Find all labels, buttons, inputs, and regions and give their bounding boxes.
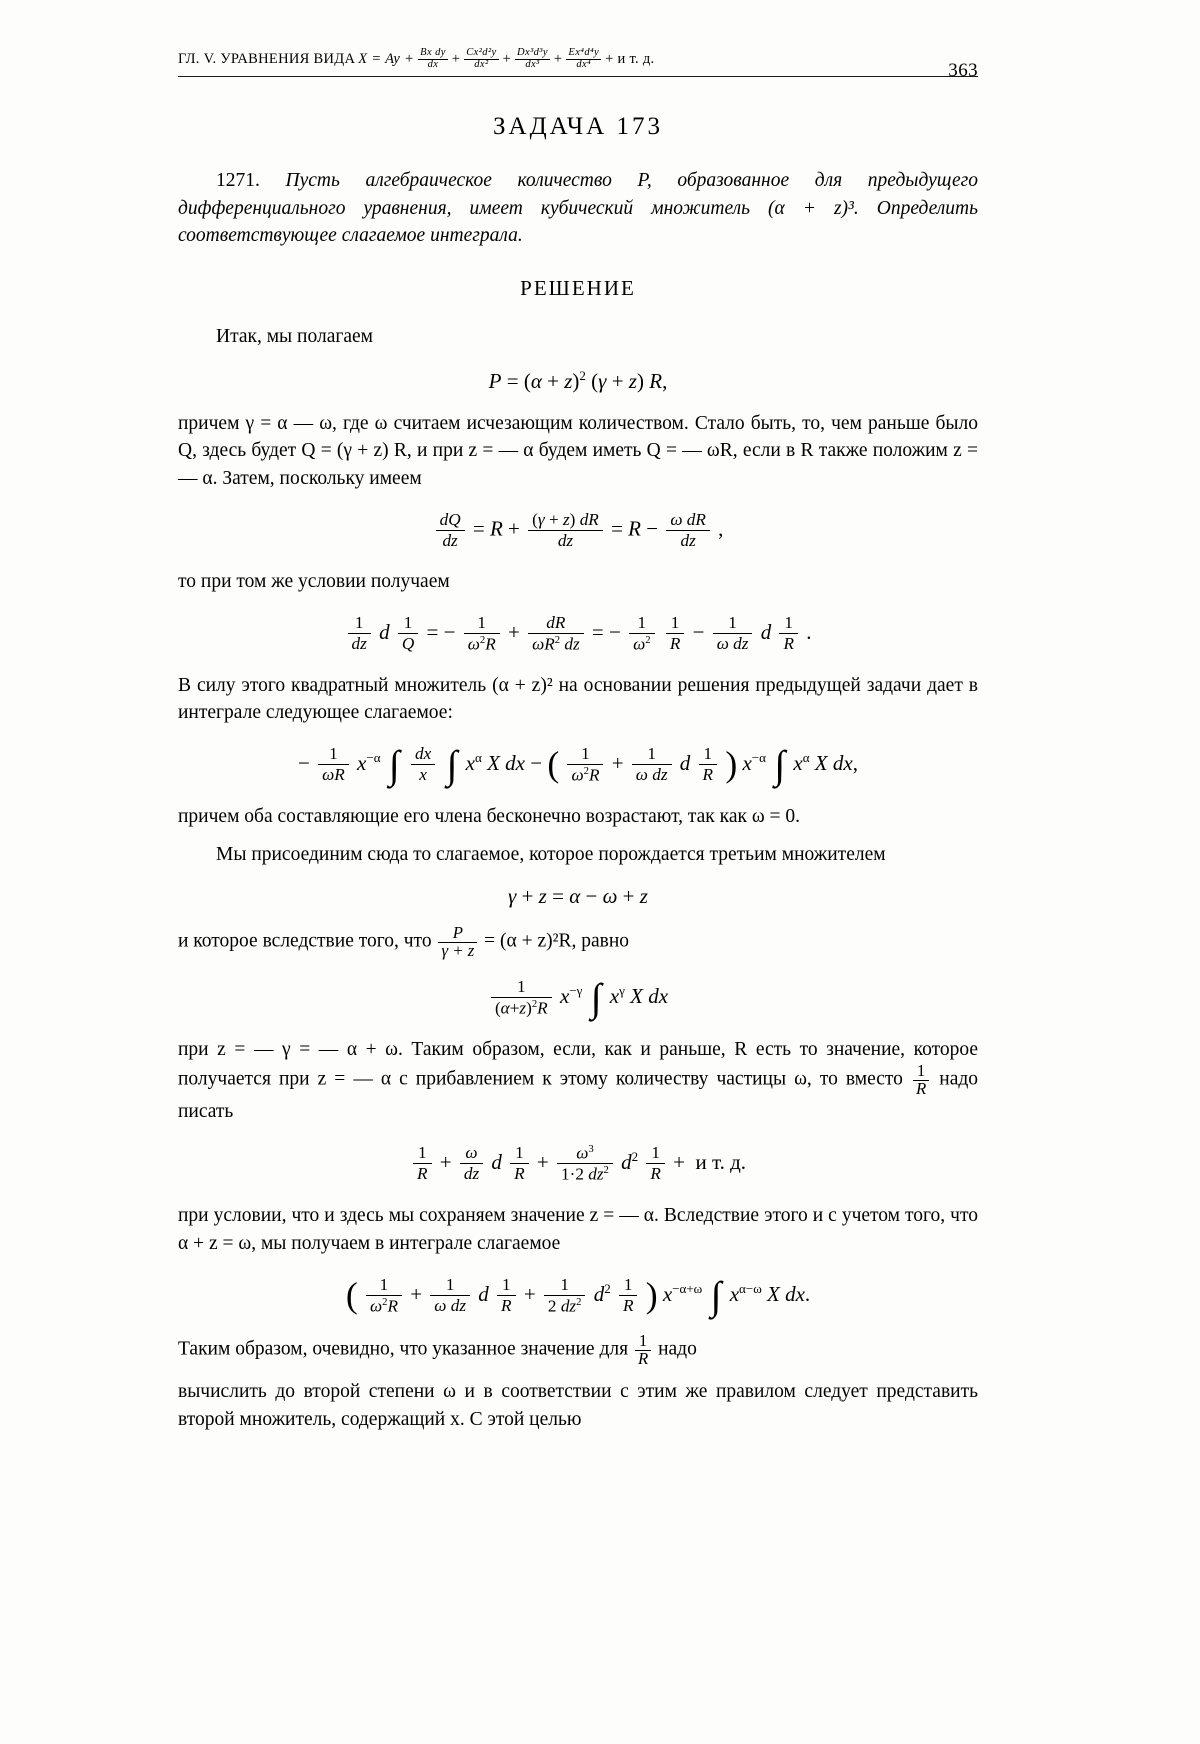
running-head-term-2-num: Cx²d²y [466, 47, 497, 58]
formula-3: $\frac{1}{dz}$ d $\frac{1}{Q}$ = − $\frac{1}{\omega^2R}$ + $\frac{dR}{\omega R^2 dz}$ = − $\frac{1}{\omega^2}$ $\frac{1}{R}$ − $\frac{1}{\text{ω dz}}$ d $\frac{1}{R}$ . [178, 614, 978, 654]
paragraph-8-fraction-num: 1 [913, 1063, 929, 1081]
problem-statement [178, 167, 978, 250]
paragraph-7-fraction-num: P [438, 925, 477, 943]
running-head-term-1-num: Bx dy [420, 47, 446, 58]
running-head-term-4 [566, 48, 601, 70]
formula-2: $\frac{dQ}{dz}$ = R + $\frac{(\gamma + z) dR}{dz}$ = R − $\frac{\text{ω dR}}{dz}$ , [178, 511, 978, 550]
formula-1: $P = (\alpha + z)^2$ (γ + z) R, [488, 367, 668, 393]
paragraph-8 [178, 1036, 978, 1126]
paragraph-2: причем γ = α — ω, где ω считаем исчезающим количеством. Стало быть, то, чем раньше было Q, здесь будет Q = (γ + z) R, и при z = — α будем иметь Q = — ωR, если в R также положим z = — α. Затем, поскольку имеем [178, 412, 978, 490]
paragraph-10-fraction-num: 1 [635, 1333, 651, 1351]
paragraph-8-post: надо писать [178, 1069, 979, 1122]
formula-4: − $\frac{1}{\omega R}$ $x^{-\alpha}$ ∫ $\frac{dx}{x}$ ∫ $x^\alpha$ X dx − ( $\frac{1}{\omega^2R}$ + $\frac{1}{\text{ω dz}}$ d $\frac{1}{R}$ ) $x^{-\alpha}$ ∫ $x^\alpha$ X dx, [298, 741, 858, 787]
paragraph-7 [178, 925, 978, 960]
paragraph-6: Мы присоединим сюда то слагаемое, которое порождается третьим множителем [216, 843, 886, 865]
header-divider [178, 76, 978, 77]
running-head-term-1-den: dx [427, 58, 439, 70]
running-head [178, 47, 978, 81]
paragraph-7-fraction-den: γ + z [441, 940, 475, 960]
paragraph-4: В силу этого квадратный множитель (α + z)² на основании решения предыдущей задачи дает в интеграле следующее слагаемое: [178, 674, 978, 724]
running-head-term-4-den: dx⁴ [576, 58, 592, 70]
running-head-prefix: ГЛ. V. УРАВНЕНИЯ ВИДА [178, 50, 356, 67]
running-head-term-1 [418, 48, 448, 70]
running-head-term-3-num: Dx³d³y [517, 47, 548, 58]
page-content [178, 48, 978, 1443]
paragraph-10-pre: Таким образом, очевидно, что указанное значение для [178, 1339, 629, 1361]
paragraph-7-pre: и которое вследствие того, что [178, 930, 432, 952]
running-head-left [178, 48, 654, 70]
running-head-plus-3: + [553, 50, 563, 67]
paragraph-7-post: = (α + z)²R, равно [484, 930, 630, 952]
problem-text: Пусть алгебраическое количество P, образованное для предыдущего дифференциального уравнения, имеет кубический множитель (α + z)³. Определить соответствующее слагаемое интеграла. [178, 170, 978, 247]
page-number: 363 [948, 60, 978, 81]
formula-5: γ + z = α − ω + z [508, 884, 648, 909]
page-title: ЗАДАЧА 173 [493, 113, 663, 140]
paragraph-8-pre: при z = — γ = — α + ω. Таким образом, если, как и раньше, R есть то значение, которое получается при z = — α с прибавлением к этому количеству частицы ω, то вместо [178, 1038, 978, 1091]
running-head-term-2 [464, 48, 498, 70]
paragraph-10-fraction [635, 1333, 651, 1368]
paragraph-8-fraction-den: R [915, 1079, 927, 1099]
paragraph-9: при условии, что и здесь мы сохраняем значение z = — α. Вследствие этого и с учетом того, что α + z = ω, мы получаем в интеграле слагаемое [178, 1205, 978, 1254]
paragraph-10 [178, 1333, 978, 1368]
running-head-term-3 [515, 48, 550, 70]
formula-6: $\frac{1}{(\alpha+z)^2R}$ $x^{-\gamma}$ ∫ $x^\gamma$ X dx [178, 978, 978, 1018]
paragraph-8-fraction [913, 1063, 929, 1098]
formula-7: $\frac{1}{R}$ + $\frac{\omega}{dz}$ d $\frac{1}{R}$ + $\frac{\omega^3}{1\cdot 2 dz^2}$ $d^2$ $\frac{1}{R}$ + и т. д. [178, 1144, 978, 1185]
paragraph-11: вычислить до второй степени ω и в соответствии с этим же правилом следует представить второй множитель, содержащий x. С этой целью [178, 1380, 978, 1430]
paragraph-10-fraction-den: R [637, 1349, 649, 1369]
solution-heading: РЕШЕНИЕ [520, 276, 636, 301]
formula-8: ( $\frac{1}{\omega^2R}$ + $\frac{1}{\text{ω dz}}$ d $\frac{1}{R}$ + $\frac{1}{2 dz^2}$ $d^2$ $\frac{1}{R}$ ) $x^{-\alpha+\omega}$ ∫ $x^{\alpha-\omega}$ X dx. [345, 1272, 811, 1318]
problem-number: 1271. [216, 170, 260, 191]
running-head-formula-lead: X = Ay + [358, 50, 415, 67]
running-head-term-4-num: Ex⁴d⁴y [568, 47, 600, 58]
running-head-term-2-den: dx² [474, 58, 489, 70]
paragraph-7-fraction [438, 925, 477, 960]
paragraph-1: Итак, мы полагаем [216, 326, 373, 348]
running-head-plus-2: + [502, 50, 512, 67]
paragraph-5: причем оба составляющие его члена бесконечно возрастают, так как ω = 0. [178, 805, 801, 827]
running-head-plus-1: + [451, 50, 461, 67]
paragraph-10-post: надо [658, 1339, 697, 1361]
running-head-term-3-den: dx³ [525, 58, 540, 70]
paragraph-3: то при том же условии получаем [178, 570, 450, 592]
running-head-tail: + и т. д. [605, 50, 655, 67]
